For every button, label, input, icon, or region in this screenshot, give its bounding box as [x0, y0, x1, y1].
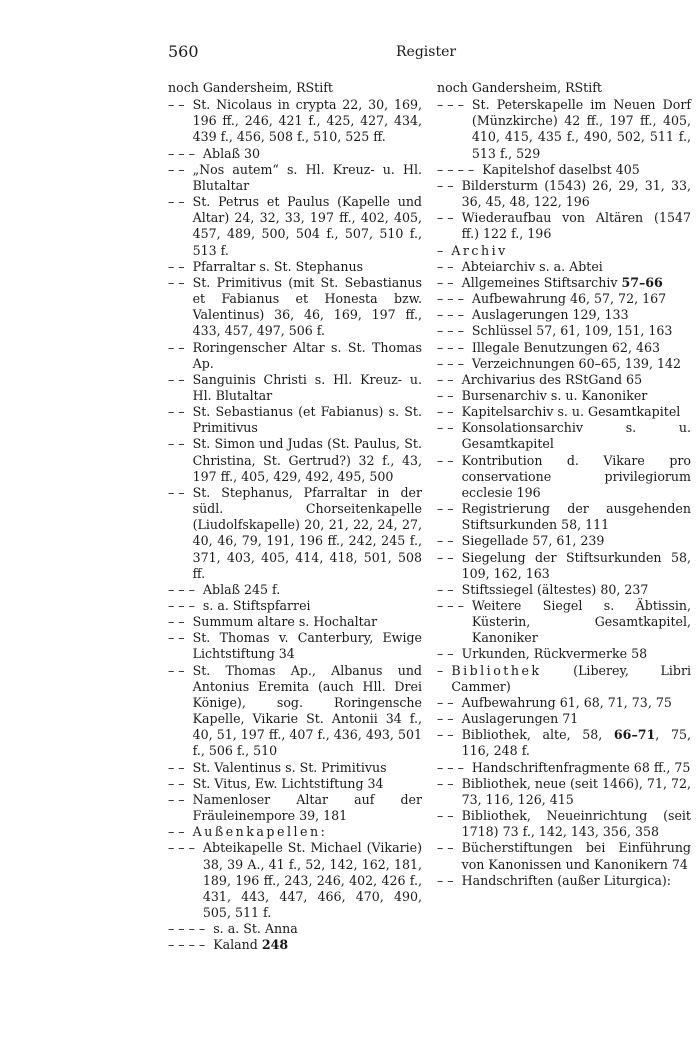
index-entry — [437, 453, 691, 501]
level-dashes: – – – — [168, 598, 203, 613]
index-entry — [168, 275, 422, 340]
level-dashes: – – — [168, 404, 193, 420]
level-dashes: – – — [437, 387, 462, 403]
entry-text: Auslagerungen 129, 133 — [471, 307, 629, 323]
index-entry — [168, 97, 422, 145]
index-entry — [168, 404, 422, 436]
index-entry — [168, 760, 422, 776]
index-entry — [437, 663, 691, 695]
level-dashes: – – – — [168, 581, 203, 597]
level-dashes: – – – — [437, 97, 472, 113]
index-entry — [437, 420, 691, 452]
level-dashes: – – — [168, 759, 193, 775]
index-entry — [168, 630, 422, 662]
entry-text: St. Nicolaus in crypta 22, 30, 169, 196 ff., 246, 421 f., 425, 427, 434, 439 f., 456, 508 f., 510, 525 ff. — [192, 97, 422, 145]
entry-text: St. Simon und Judas (St. Paulus, St. Christina, St. Gertrud?) 32 f., 43, 197 ff., 405, 429, 492, 495, 500 — [192, 436, 422, 484]
level-dashes: – – — [437, 549, 462, 565]
entry-text: Stiftssiegel (ältestes) 80, 237 — [461, 581, 649, 597]
index-entry — [437, 840, 691, 872]
column-heading: noch Gandersheim, RStift — [168, 80, 333, 95]
index-entry — [437, 372, 691, 388]
entry-text: Kapitelsarchiv s. u. Gesamtkapitel — [461, 404, 681, 420]
entry-text: Weitere Siegel s. Äbtissin, Küsterin, Gesamtkapitel, Kanoniker — [471, 598, 691, 646]
level-dashes: – – – – — [437, 161, 483, 177]
entry-text: Bibliothek, alte, 58, 66–71, 75, 116, 248 f. — [461, 727, 691, 759]
entry-list — [437, 97, 691, 889]
index-entry — [437, 808, 691, 840]
entry-text: Handschriften (außer Liturgica): — [461, 872, 672, 888]
index-entry — [168, 776, 422, 792]
level-dashes: – – — [168, 484, 193, 500]
entry-text: Kontribution d. Vikare pro conservatione privilegiorum ecclesie 196 — [461, 452, 691, 500]
index-entry — [437, 582, 691, 598]
entry-text: s. a. St. Anna — [213, 921, 298, 937]
level-dashes: – – — [437, 646, 462, 662]
level-dashes: – – — [168, 274, 193, 290]
entry-text: St. Petrus et Paulus (Kapelle und Altar) 24, 32, 33, 197 ff., 402, 405, 457, 489, 500, 504 f., 507, 510 f., 513 f. — [192, 194, 422, 258]
level-dashes: – – — [437, 694, 462, 710]
index-entry — [437, 695, 691, 711]
entry-text: Bursenarchiv s. u. Kanoniker — [461, 387, 648, 403]
level-dashes: – – — [437, 210, 462, 226]
level-dashes: – – – — [437, 759, 472, 775]
level-dashes: – – — [437, 872, 462, 888]
entry-text: Bibliothek (Liberey, Libri Cammer) — [451, 662, 691, 694]
entry-text: Pfarraltar s. St. Stephanus — [192, 258, 364, 274]
index-entry — [437, 162, 691, 178]
index-entry — [168, 340, 422, 372]
index-entry — [437, 356, 691, 372]
index-entry — [437, 873, 691, 889]
entry-text: Kapitelshof daselbst 405 — [482, 161, 640, 177]
level-dashes: – – — [437, 775, 462, 791]
index-entry — [168, 937, 422, 953]
index-entry — [437, 243, 691, 259]
index-entry — [437, 388, 691, 404]
entry-text: Archivarius des RStGand 65 — [461, 371, 643, 387]
entry-text: Siegellade 57, 61, 239 — [461, 533, 605, 549]
entry-text: St. Stephanus, Pfarraltar in der südl. Chorseitenkapelle (Liudolfskapelle) 20, 21, 22, 24, 27, 40, 46, 79, 191, 196 ff., 242, 245 f., 371, 403, 405, 414, 418, 501, 508 ff. — [192, 484, 422, 581]
level-dashes: – – — [437, 177, 462, 193]
level-dashes: – – — [437, 501, 462, 517]
entry-text: Bildersturm (1543) 26, 29, 31, 33, 36, 45, 48, 122, 196 — [461, 177, 691, 210]
index-entry — [437, 760, 691, 776]
level-dashes: – – – — [437, 307, 472, 323]
entry-text: St. Primitivus (mit St. Sebastianus et Fabianus et Honesta bzw. Valentinus) 36, 46, 169, 197 ff., 433, 457, 497, 506 f. — [192, 274, 422, 339]
index-entry — [437, 259, 691, 275]
index-entry — [168, 259, 422, 275]
entry-text: Namenloser Altar auf der Fräuleinempore 39, 181 — [192, 791, 422, 824]
entry-text: Kaland 248 — [213, 937, 289, 953]
level-dashes: – – — [437, 808, 462, 824]
index-entry — [168, 840, 422, 921]
index-entry — [437, 275, 691, 291]
index-entry — [437, 340, 691, 356]
entry-text: Abteiarchiv s. a. Abtei — [461, 258, 603, 274]
entry-text: Außenkapellen: — [192, 824, 328, 840]
entry-text: St. Thomas Ap., Albanus und Antonius Eremita (auch Hll. Drei Könige), sog. Roringensche Kapelle, Vikarie St. Antonii 34 f., 40, 51, 197 ff., 407 f., 436, 493, 501 f., 506 f., 510 — [192, 662, 422, 759]
level-dashes: – – — [437, 581, 462, 597]
entry-text: Aufbewahrung 46, 57, 72, 167 — [471, 291, 667, 307]
level-dashes: – – – — [437, 291, 472, 307]
index-entry — [168, 436, 422, 484]
index-entry — [168, 663, 422, 760]
running-title: Register — [396, 44, 457, 60]
index-entry — [437, 323, 691, 339]
index-entry — [437, 307, 691, 323]
entry-text: Illegale Benutzungen 62, 463 — [471, 339, 660, 355]
entry-text: St. Sebastianus (et Fabianus) s. St. Primitivus — [192, 404, 422, 436]
index-entry — [168, 824, 422, 840]
level-dashes: – – — [168, 436, 193, 452]
index-entry — [168, 792, 422, 824]
entry-text: Allgemeines Stiftsarchiv 57–66 — [461, 274, 663, 290]
index-entry — [437, 550, 691, 582]
level-dashes: – – — [168, 371, 193, 387]
level-dashes: – – — [168, 258, 193, 274]
level-dashes: – – — [168, 775, 193, 791]
level-dashes: – – — [437, 452, 462, 468]
level-dashes: – – — [168, 630, 193, 646]
entry-text: Bibliothek, neue (seit 1466), 71, 72, 73, 116, 126, 415 — [461, 775, 691, 807]
level-dashes: – – – — [437, 339, 472, 355]
level-dashes: – – — [437, 711, 462, 727]
level-dashes: – – — [437, 404, 462, 420]
index-entry — [168, 921, 422, 937]
index-entry — [168, 598, 422, 614]
left-column — [168, 80, 422, 953]
entry-text: Aufbewahrung 61, 68, 71, 73, 75 — [461, 694, 672, 710]
entry-text: Bibliothek, Neueinrichtung (seit 1718) 73 f., 142, 143, 356, 358 — [461, 808, 691, 840]
index-entry — [437, 97, 691, 162]
entry-text: Wiederaufbau von Altären (1547 ff.) 122 f., 196 — [461, 210, 691, 242]
level-dashes: – – – — [437, 323, 472, 339]
column-heading: noch Gandersheim, RStift — [437, 80, 602, 95]
index-entry — [437, 533, 691, 549]
index-entry — [437, 776, 691, 808]
index-entry — [437, 646, 691, 662]
level-dashes: – – — [168, 662, 193, 678]
level-dashes: – – — [168, 614, 193, 630]
entry-text: St. Vitus, Ew. Lichtstiftung 34 — [192, 775, 384, 791]
level-dashes: – – — [437, 727, 462, 743]
level-dashes: – – — [168, 161, 193, 177]
index-entry — [437, 178, 691, 210]
index-entry — [168, 372, 422, 404]
entry-text: Urkunden, Rückvermerke 58 — [461, 646, 648, 662]
entry-text: Abteikapelle St. Michael (Vikarie) 38, 39 A., 41 f., 52, 142, 162, 181, 189, 196 ff., 243, 246, 402, 426 f., 431, 443, 447, 466, 470, 490, 505, 511 f. — [202, 840, 422, 920]
entry-text: Handschriftenfragmente 68 ff., 75 — [471, 759, 691, 775]
index-entry — [437, 404, 691, 420]
entry-text: Schlüssel 57, 61, 109, 151, 163 — [471, 323, 673, 339]
level-dashes: – – — [437, 371, 462, 387]
entry-text: Sanguinis Christi s. Hl. Kreuz- u. Hl. Blutaltar — [192, 371, 422, 403]
entry-text: „Nos autem“ s. Hl. Kreuz- u. Hl. Blutaltar — [192, 161, 422, 193]
level-dashes: – – – – — [168, 937, 214, 953]
level-dashes: – – – – — [168, 921, 214, 937]
level-dashes: – – — [437, 274, 462, 290]
entry-text: Registrierung der ausgehenden Stiftsurkunden 58, 111 — [461, 501, 691, 533]
page-number: 560 — [168, 42, 199, 61]
entry-text: Archiv — [451, 242, 508, 258]
entry-text: Auslagerungen 71 — [461, 711, 579, 727]
level-dashes: – – – — [168, 840, 203, 856]
level-dashes: – – — [168, 339, 193, 355]
level-dashes: – — [437, 662, 452, 678]
index-entry — [168, 146, 422, 162]
level-dashes: – – — [437, 533, 462, 549]
entry-text: Roringenscher Altar s. St. Thomas Ap. — [192, 339, 422, 371]
entry-text: Bücherstiftungen bei Einführung von Kanonissen und Kanonikern 74 — [461, 840, 691, 872]
entry-text: s. a. Stiftspfarrei — [202, 598, 311, 613]
entry-text: St. Valentinus s. St. Primitivus — [192, 759, 387, 775]
index-entry — [437, 291, 691, 307]
level-dashes: – – – — [437, 355, 472, 371]
level-dashes: – – – — [168, 145, 203, 161]
entry-text: Ablaß 245 f. — [202, 581, 281, 597]
index-entry — [437, 598, 691, 646]
index-entry — [168, 614, 422, 630]
index-entry — [437, 501, 691, 533]
entry-text: St. Peterskapelle im Neuen Dorf (Münzkirche) 42 ff., 197 ff., 405, 410, 415, 435 f., 490, 502, 511 f., 513 f., 529 — [471, 97, 691, 161]
index-entry — [168, 194, 422, 259]
entry-text: Ablaß 30 — [202, 145, 261, 161]
index-entry — [168, 162, 422, 194]
right-column — [437, 80, 691, 889]
entry-text: Verzeichnungen 60–65, 139, 142 — [471, 355, 681, 371]
level-dashes: – – — [437, 258, 462, 274]
entry-text: Summum altare s. Hochaltar — [192, 614, 378, 630]
index-entry — [168, 485, 422, 582]
entry-text: St. Thomas v. Canterbury, Ewige Lichtstiftung 34 — [192, 630, 422, 662]
level-dashes: – – — [168, 824, 193, 840]
level-dashes: – – — [437, 420, 462, 436]
index-entry — [168, 582, 422, 598]
level-dashes: – – — [168, 194, 193, 210]
index-entry — [437, 711, 691, 727]
level-dashes: – – — [168, 791, 193, 807]
level-dashes: – — [437, 242, 452, 258]
level-dashes: – – — [437, 840, 462, 856]
index-entry — [437, 727, 691, 759]
entry-text: Konsolationsarchiv s. u. Gesamtkapitel — [461, 420, 691, 452]
level-dashes: – – – — [437, 598, 472, 613]
index-entry — [437, 210, 691, 242]
entry-list — [168, 97, 422, 953]
level-dashes: – – — [168, 97, 193, 113]
entry-text: Siegelung der Stiftsurkunden 58, 109, 162, 163 — [461, 549, 691, 581]
